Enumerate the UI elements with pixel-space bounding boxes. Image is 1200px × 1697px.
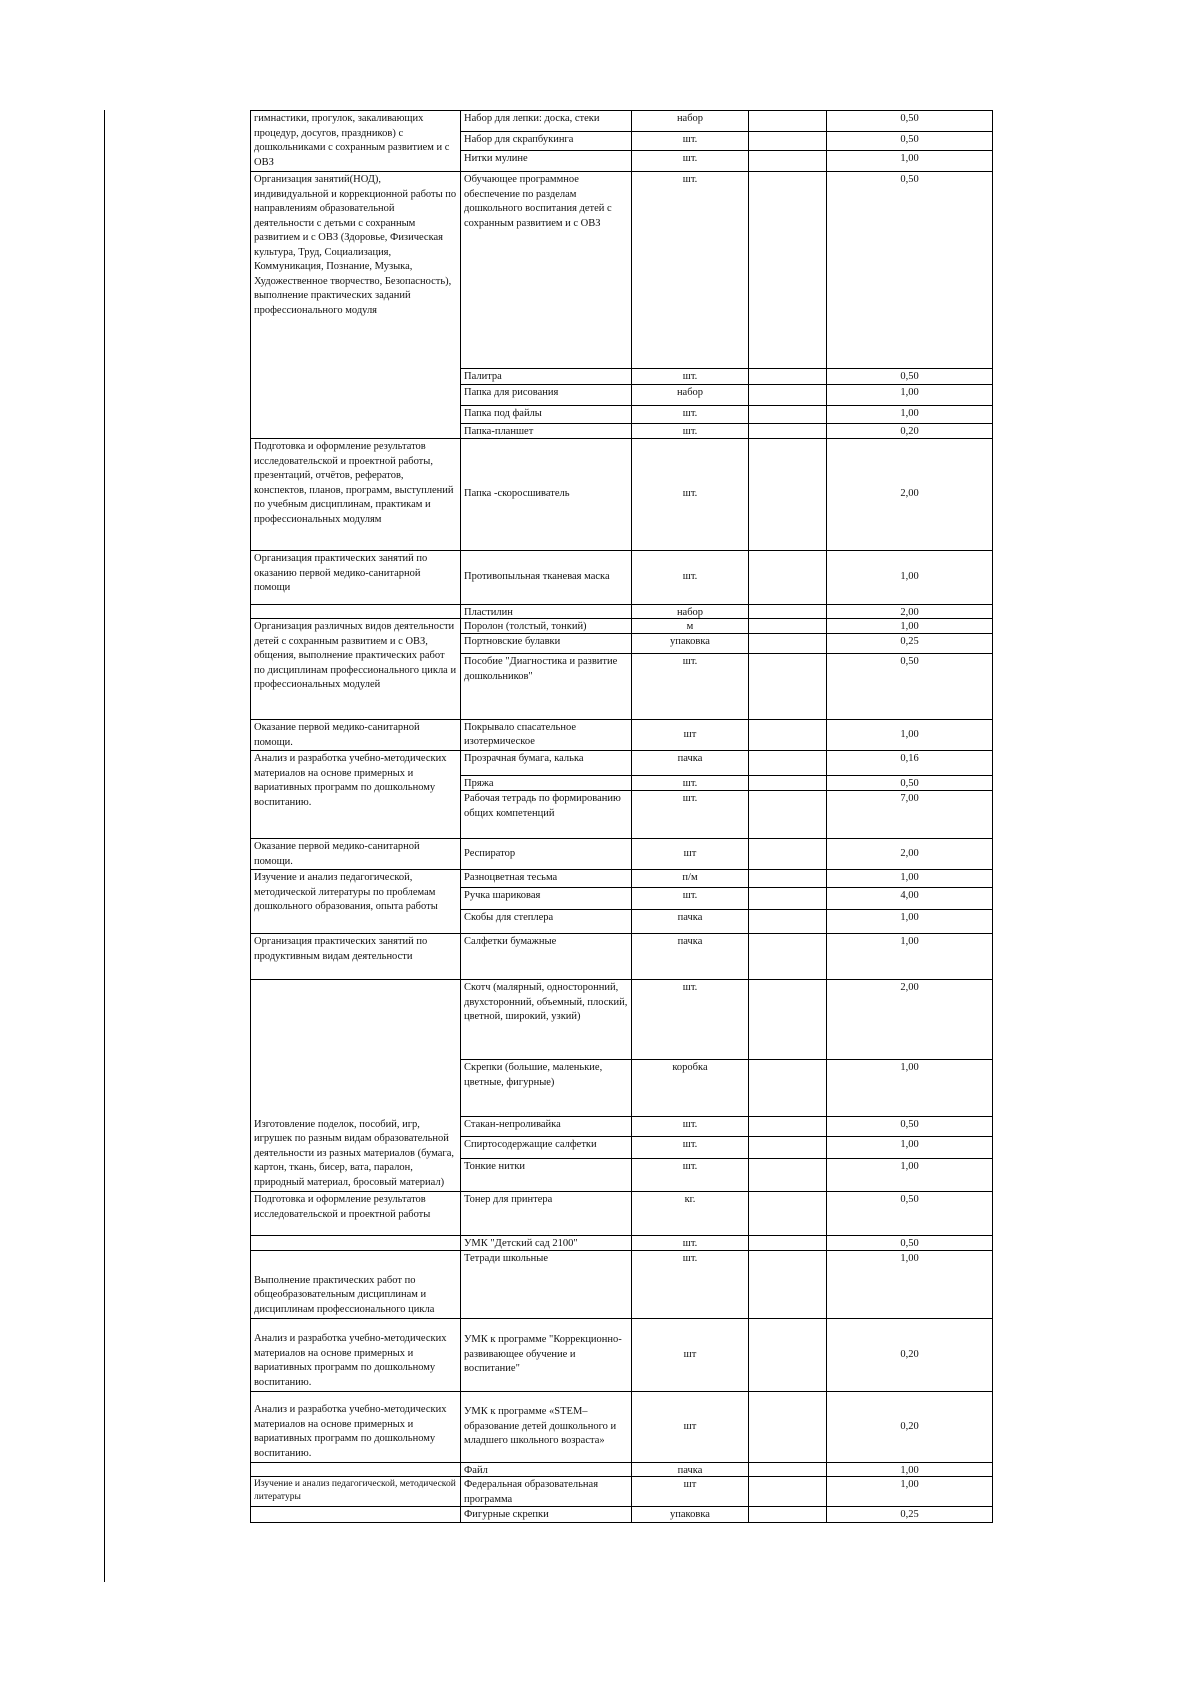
- activity-cell: Организация практических занятий по продуктивным видам деятельности: [250, 934, 461, 980]
- empty-cell: [749, 980, 827, 1060]
- quantity-cell: 1,00: [827, 151, 993, 172]
- quantity-cell: 2,00: [827, 980, 993, 1060]
- empty-cell: [749, 111, 827, 132]
- item-name-cell: Папка-планшет: [461, 424, 632, 439]
- activity-cell: Подготовка и оформление результатов исследовательской и проектной работы: [250, 1192, 461, 1236]
- unit-cell: набор: [632, 385, 749, 406]
- empty-cell: [749, 1117, 827, 1137]
- activity-cell: Анализ и разработка учебно-методических материалов на основе примерных и вариативных программ по дошкольному воспитанию.: [250, 1392, 461, 1463]
- quantity-cell: 0,25: [827, 634, 993, 654]
- item-name-cell: Ручка шариковая: [461, 888, 632, 910]
- empty-cell: [749, 385, 827, 406]
- item-name-cell: Скобы для степлера: [461, 910, 632, 934]
- empty-cell: [749, 151, 827, 172]
- item-name-cell: Тонер для принтера: [461, 1192, 632, 1236]
- item-name-cell: Набор для скрапбукинга: [461, 132, 632, 151]
- item-name-cell: Пряжа: [461, 776, 632, 791]
- unit-cell: шт.: [632, 1236, 749, 1251]
- empty-cell: [749, 424, 827, 439]
- quantity-cell: 0,50: [827, 369, 993, 385]
- unit-cell: коробка: [632, 1060, 749, 1117]
- quantity-cell: 0,50: [827, 111, 993, 132]
- empty-cell: [749, 888, 827, 910]
- unit-cell: набор: [632, 111, 749, 132]
- empty-cell: [749, 439, 827, 551]
- quantity-cell: 1,00: [827, 910, 993, 934]
- quantity-cell: 0,20: [827, 1392, 993, 1463]
- item-name-cell: Папка под файлы: [461, 406, 632, 424]
- empty-cell: [749, 791, 827, 839]
- item-name-cell: Противопыльная тканевая маска: [461, 551, 632, 605]
- quantity-cell: 1,00: [827, 1159, 993, 1192]
- unit-cell: шт.: [632, 151, 749, 172]
- item-name-cell: Прозрачная бумага, калька: [461, 751, 632, 776]
- quantity-cell: 0,16: [827, 751, 993, 776]
- item-name-cell: Файл: [461, 1463, 632, 1477]
- unit-cell: пачка: [632, 751, 749, 776]
- empty-cell: [749, 1159, 827, 1192]
- activity-cell: Оказание первой медико-санитарной помощи.: [250, 839, 461, 870]
- item-name-cell: Тетради школьные: [461, 1251, 632, 1319]
- quantity-cell: 0,20: [827, 1319, 993, 1392]
- quantity-cell: 1,00: [827, 1060, 993, 1117]
- empty-cell: [749, 605, 827, 619]
- unit-cell: шт.: [632, 791, 749, 839]
- equipment-table: [250, 110, 993, 1520]
- empty-cell: [749, 1319, 827, 1392]
- item-name-cell: Папка для рисования: [461, 385, 632, 406]
- activity-cell: Изучение и анализ педагогической, методической литературы по проблемам дошкольного образования, опыта работы: [250, 870, 461, 934]
- empty-cell: [749, 1251, 827, 1319]
- item-name-cell: Пособие "Диагностика и развитие дошкольников": [461, 654, 632, 720]
- unit-cell: шт.: [632, 424, 749, 439]
- quantity-cell: 1,00: [827, 1477, 993, 1507]
- activity-cell: Анализ и разработка учебно-методических материалов на основе примерных и вариативных программ по дошкольному воспитанию.: [250, 751, 461, 839]
- empty-cell: [749, 1236, 827, 1251]
- unit-cell: упаковка: [632, 634, 749, 654]
- activity-cell: гимнастики, прогулок, закаливающих процедур, досугов, праздников) с дошкольниками с сохранным развитием и с ОВЗ: [250, 111, 461, 172]
- unit-cell: шт.: [632, 439, 749, 551]
- unit-cell: пачка: [632, 1463, 749, 1477]
- empty-cell: [749, 369, 827, 385]
- unit-cell: шт.: [632, 406, 749, 424]
- unit-cell: м: [632, 619, 749, 634]
- unit-cell: шт.: [632, 132, 749, 151]
- item-name-cell: Разноцветная тесьма: [461, 870, 632, 888]
- unit-cell: упаковка: [632, 1507, 749, 1523]
- quantity-cell: 2,00: [827, 839, 993, 870]
- quantity-cell: 2,00: [827, 439, 993, 551]
- quantity-cell: 1,00: [827, 870, 993, 888]
- page-margin-rule: [104, 110, 105, 1582]
- quantity-cell: 0,50: [827, 1117, 993, 1137]
- item-name-cell: Скрепки (большие, маленькие, цветные, фигурные): [461, 1060, 632, 1117]
- empty-cell: [749, 172, 827, 369]
- empty-cell: [749, 751, 827, 776]
- activity-cell-empty: [250, 1236, 461, 1251]
- empty-cell: [749, 720, 827, 751]
- quantity-cell: 0,50: [827, 1192, 993, 1236]
- unit-cell: шт.: [632, 551, 749, 605]
- empty-cell: [749, 1507, 827, 1523]
- unit-cell: шт: [632, 839, 749, 870]
- unit-cell: пачка: [632, 934, 749, 980]
- unit-cell: шт: [632, 1392, 749, 1463]
- activity-cell: Изучение и анализ педагогической, методической литературы: [250, 1477, 461, 1507]
- empty-cell: [749, 654, 827, 720]
- unit-cell: шт: [632, 720, 749, 751]
- item-name-cell: Стакан-непроливайка: [461, 1117, 632, 1137]
- unit-cell: пачка: [632, 910, 749, 934]
- item-name-cell: Портновские булавки: [461, 634, 632, 654]
- activity-cell: Анализ и разработка учебно-методических материалов на основе примерных и вариативных программ по дошкольному воспитанию.: [250, 1319, 461, 1392]
- activity-cell: Оказание первой медико-санитарной помощи.: [250, 720, 461, 751]
- empty-cell: [749, 1137, 827, 1159]
- unit-cell: шт: [632, 1319, 749, 1392]
- empty-cell: [749, 839, 827, 870]
- item-name-cell: Спиртосодержащие салфетки: [461, 1137, 632, 1159]
- unit-cell: шт: [632, 1477, 749, 1507]
- quantity-cell: 1,00: [827, 720, 993, 751]
- empty-cell: [749, 1463, 827, 1477]
- item-name-cell: Палитра: [461, 369, 632, 385]
- unit-cell: шт.: [632, 654, 749, 720]
- quantity-cell: 2,00: [827, 605, 993, 619]
- unit-cell: шт.: [632, 172, 749, 369]
- quantity-cell: 1,00: [827, 934, 993, 980]
- quantity-cell: 1,00: [827, 406, 993, 424]
- quantity-cell: 1,00: [827, 551, 993, 605]
- item-name-cell: Покрывало спасательное изотермическое: [461, 720, 632, 751]
- quantity-cell: 0,50: [827, 172, 993, 369]
- empty-cell: [749, 1477, 827, 1507]
- item-name-cell: Поролон (толстый, тонкий): [461, 619, 632, 634]
- unit-cell: шт.: [632, 369, 749, 385]
- quantity-cell: 1,00: [827, 619, 993, 634]
- unit-cell: шт.: [632, 1137, 749, 1159]
- empty-cell: [749, 1060, 827, 1117]
- empty-cell: [749, 870, 827, 888]
- empty-cell: [749, 934, 827, 980]
- activity-cell: Организация различных видов деятельности детей с сохранным развитием и с ОВЗ, общения, выполнение практических работ по дисциплинам профессионального цикла и профессиональных модулей: [250, 619, 461, 720]
- item-name-cell: Федеральная образовательная программа: [461, 1477, 632, 1507]
- item-name-cell: Пластилин: [461, 605, 632, 619]
- quantity-cell: 0,50: [827, 776, 993, 791]
- item-name-cell: Респиратор: [461, 839, 632, 870]
- activity-cell-empty: [250, 1463, 461, 1477]
- item-name-cell: Обучающее программное обеспечение по разделам дошкольного воспитания детей с сохранным развитием и с ОВЗ: [461, 172, 632, 369]
- quantity-cell: 0,20: [827, 424, 993, 439]
- quantity-cell: 7,00: [827, 791, 993, 839]
- unit-cell: набор: [632, 605, 749, 619]
- item-name-cell: Рабочая тетрадь по формированию общих компетенций: [461, 791, 632, 839]
- item-name-cell: Салфетки бумажные: [461, 934, 632, 980]
- empty-cell: [749, 910, 827, 934]
- quantity-cell: 1,00: [827, 1251, 993, 1319]
- unit-cell: шт.: [632, 1159, 749, 1192]
- item-name-cell: Скотч (малярный, односторонний, двухсторонний, объемный, плоский, цветной, широкий, узкий): [461, 980, 632, 1060]
- quantity-cell: 0,50: [827, 1236, 993, 1251]
- activity-cell-empty: [250, 605, 461, 619]
- activity-cell: Организация занятий(НОД), индивидуальной и коррекционной работы по направлениям образовательной деятельности с детьми с сохранным развитием и с ОВЗ (Здоровье, Физическая культура, Труд, Социализация, Коммуникация, Познание, Музыка, Художественное творчество, Безопасность), выполнение практических заданий профессионального модуля: [250, 172, 461, 439]
- item-name-cell: Набор для лепки: доска, стеки: [461, 111, 632, 132]
- empty-cell: [749, 634, 827, 654]
- empty-cell: [749, 132, 827, 151]
- item-name-cell: УМК к программе "Коррекционно-развивающее обучение и воспитание": [461, 1319, 632, 1392]
- unit-cell: шт.: [632, 776, 749, 791]
- item-name-cell: Нитки мулине: [461, 151, 632, 172]
- empty-cell: [749, 776, 827, 791]
- unit-cell: кг.: [632, 1192, 749, 1236]
- empty-cell: [749, 551, 827, 605]
- quantity-cell: 1,00: [827, 1137, 993, 1159]
- quantity-cell: 0,50: [827, 132, 993, 151]
- item-name-cell: УМК к программе «STEM–образование детей дошкольного и младшего школьного возраста»: [461, 1392, 632, 1463]
- unit-cell: шт.: [632, 1117, 749, 1137]
- unit-cell: п/м: [632, 870, 749, 888]
- activity-cell: Организация практических занятий по оказанию первой медико-санитарной помощи: [250, 551, 461, 605]
- unit-cell: шт.: [632, 888, 749, 910]
- quantity-cell: 1,00: [827, 1463, 993, 1477]
- unit-cell: шт.: [632, 980, 749, 1060]
- quantity-cell: 0,25: [827, 1507, 993, 1523]
- empty-cell: [749, 406, 827, 424]
- empty-cell: [749, 1392, 827, 1463]
- item-name-cell: Тонкие нитки: [461, 1159, 632, 1192]
- quantity-cell: 0,50: [827, 654, 993, 720]
- activity-cell: Изготовление поделок, пособий, игр, игрушек по разным видам образовательной деятельности из разных материалов (бумага, картон, ткань, бисер, вата, паралон, природный материал, бросовый материал): [250, 980, 461, 1192]
- unit-cell: шт.: [632, 1251, 749, 1319]
- empty-cell: [749, 1192, 827, 1236]
- activity-cell-empty: [250, 1507, 461, 1523]
- quantity-cell: 4,00: [827, 888, 993, 910]
- item-name-cell: УМК "Детский сад 2100": [461, 1236, 632, 1251]
- activity-cell: Подготовка и оформление результатов исследовательской и проектной работы, презентаций, отчётов, рефератов, конспектов, планов, программ, выступлений по учебным дисциплинам, практикам и профессиональных модулям: [250, 439, 461, 551]
- activity-cell: Выполнение практических работ по общеобразовательным дисциплинам и дисциплинам профессионального цикла: [250, 1251, 461, 1319]
- item-name-cell: Фигурные скрепки: [461, 1507, 632, 1523]
- empty-cell: [749, 619, 827, 634]
- item-name-cell: Папка -скоросшиватель: [461, 439, 632, 551]
- quantity-cell: 1,00: [827, 385, 993, 406]
